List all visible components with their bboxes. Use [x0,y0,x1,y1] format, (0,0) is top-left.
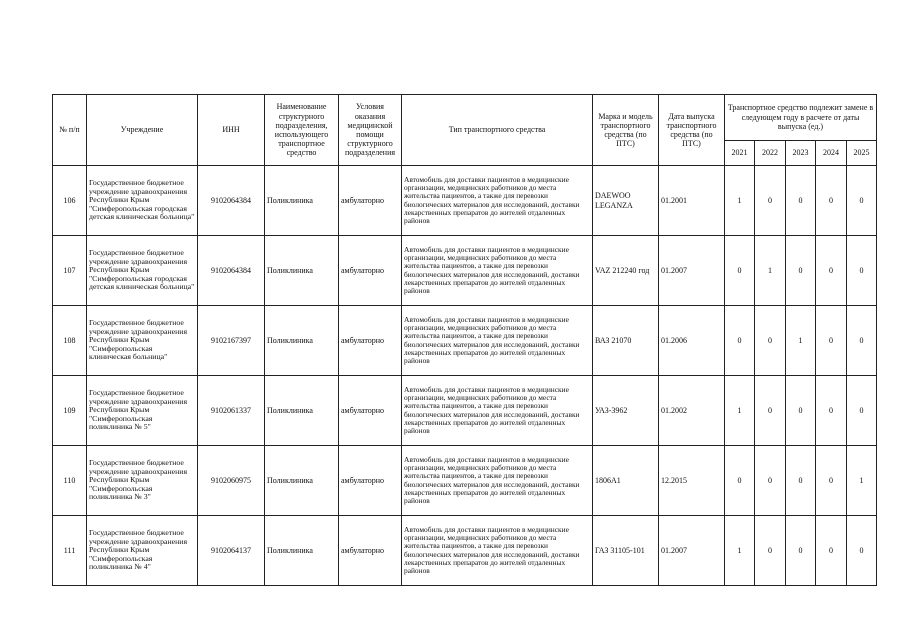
cell-year-2023: 0 [786,166,816,236]
cell-vehicle-type: Автомобиль для доставки пациентов в медицинские организации, медицинских работников до места жительства пациентов, а также для перевозки биологических материалов для исследований, доставки лекарственных препаратов до жителей отдаленных районов [402,306,593,376]
cell-brand: ВАЗ 21070 [593,306,659,376]
cell-institution: Государственное бюджетное учреждение здравоохранения Республики Крым "Симферопольская городская детская клиническая больница" [87,166,198,236]
cell-year-2024: 0 [816,166,847,236]
cell-year-2022: 0 [755,516,786,586]
cell-inn: 9102060975 [198,446,265,516]
cell-institution: Государственное бюджетное учреждение здравоохранения Республики Крым "Симферопольская поликлиника № 4" [87,516,198,586]
cell-subdivision: Поликлиника [265,306,339,376]
cell-year-2021: 0 [725,446,755,516]
cell-release-date: 12.2015 [659,446,725,516]
cell-subdivision: Поликлиника [265,516,339,586]
header-year: 2022 [755,141,786,166]
cell-year-2022: 0 [755,446,786,516]
cell-year-2025: 1 [847,446,877,516]
cell-institution: Государственное бюджетное учреждение здравоохранения Республики Крым "Симферопольская клиническая больница" [87,306,198,376]
header-year: 2023 [786,141,816,166]
cell-year-2021: 1 [725,516,755,586]
cell-subdivision: Поликлиника [265,446,339,516]
cell-year-2025: 0 [847,236,877,306]
cell-year-2024: 0 [816,516,847,586]
cell-conditions: амбулаторно [339,306,402,376]
header-institution: Учреждение [87,95,198,166]
cell-vehicle-type: Автомобиль для доставки пациентов в медицинские организации, медицинских работников до места жительства пациентов, а также для перевозки биологических материалов для исследований, доставки лекарственных препаратов до жителей отдаленных районов [402,236,593,306]
cell-year-2024: 0 [816,376,847,446]
cell-year-2023: 0 [786,446,816,516]
cell-vehicle-type: Автомобиль для доставки пациентов в медицинские организации, медицинских работников до места жительства пациентов, а также для перевозки биологических материалов для исследований, доставки лекарственных препаратов до жителей отдаленных районов [402,166,593,236]
cell-year-2021: 0 [725,236,755,306]
cell-conditions: амбулаторно [339,166,402,236]
cell-year-2022: 0 [755,376,786,446]
table-row [53,376,877,446]
table-row [53,306,877,376]
cell-num: 107 [53,236,87,306]
table-row [53,236,877,306]
cell-subdivision: Поликлиника [265,166,339,236]
cell-release-date: 01.2002 [659,376,725,446]
header-year: 2025 [847,141,877,166]
header-brand: Марка и модель транспортного средства (по ПТС) [593,95,659,166]
cell-year-2021: 1 [725,166,755,236]
cell-year-2022: 0 [755,306,786,376]
header-subdivision: Наименование структурного подразделения, использующего транспортное средство [265,95,339,166]
cell-year-2021: 1 [725,376,755,446]
table-row [53,516,877,586]
cell-conditions: амбулаторно [339,376,402,446]
header-year: 2021 [725,141,755,166]
cell-conditions: амбулаторно [339,236,402,306]
cell-year-2024: 0 [816,306,847,376]
cell-year-2024: 0 [816,236,847,306]
cell-release-date: 01.2001 [659,166,725,236]
header-inn: ИНН [198,95,265,166]
cell-release-date: 01.2007 [659,516,725,586]
cell-institution: Государственное бюджетное учреждение здравоохранения Республики Крым "Симферопольская поликлиника № 5" [87,376,198,446]
cell-num: 106 [53,166,87,236]
cell-conditions: амбулаторно [339,516,402,586]
cell-release-date: 01.2007 [659,236,725,306]
cell-inn: 9102064384 [198,236,265,306]
cell-year-2023: 0 [786,236,816,306]
header-num: № п/п [53,95,87,166]
cell-release-date: 01.2006 [659,306,725,376]
cell-brand: VAZ 212240 год [593,236,659,306]
header-conditions: Условия оказания медицинской помощи структурного подразделения [339,95,402,166]
cell-year-2025: 0 [847,516,877,586]
cell-num: 110 [53,446,87,516]
header-replacement: Транспортное средство подлежит замене в следующем году в расчете от даты выпуска (ед.) [725,95,877,141]
cell-year-2024: 0 [816,446,847,516]
cell-year-2023: 1 [786,306,816,376]
cell-num: 108 [53,306,87,376]
cell-year-2022: 1 [755,236,786,306]
cell-year-2021: 0 [725,306,755,376]
table-row [53,446,877,516]
cell-num: 109 [53,376,87,446]
cell-year-2022: 0 [755,166,786,236]
vehicle-register-table [52,94,877,586]
cell-year-2023: 0 [786,376,816,446]
cell-vehicle-type: Автомобиль для доставки пациентов в медицинские организации, медицинских работников до места жительства пациентов, а также для перевозки биологических материалов для исследований, доставки лекарственных препаратов до жителей отдаленных районов [402,446,593,516]
cell-num: 111 [53,516,87,586]
cell-brand: УАЗ-3962 [593,376,659,446]
cell-subdivision: Поликлиника [265,236,339,306]
table-body [53,166,877,586]
cell-institution: Государственное бюджетное учреждение здравоохранения Республики Крым "Симферопольская городская детская клиническая больница" [87,236,198,306]
table-header [53,95,877,166]
cell-inn: 9102061337 [198,376,265,446]
table-row [53,166,877,236]
cell-inn: 9102064384 [198,166,265,236]
cell-inn: 9102167397 [198,306,265,376]
cell-brand: DAEWOO LEGANZA [593,166,659,236]
cell-institution: Государственное бюджетное учреждение здравоохранения Республики Крым "Симферопольская поликлиника № 3" [87,446,198,516]
cell-year-2025: 0 [847,166,877,236]
header-release-date: Дата выпуска транспортного средства (по ПТС) [659,95,725,166]
header-year: 2024 [816,141,847,166]
header-vehicle-type: Тип транспортного средства [402,95,593,166]
cell-year-2025: 0 [847,376,877,446]
cell-vehicle-type: Автомобиль для доставки пациентов в медицинские организации, медицинских работников до места жительства пациентов, а также для перевозки биологических материалов для исследований, доставки лекарственных препаратов до жителей отдаленных районов [402,516,593,586]
cell-year-2025: 0 [847,306,877,376]
cell-conditions: амбулаторно [339,446,402,516]
cell-inn: 9102064137 [198,516,265,586]
cell-brand: ГАЗ 31105-101 [593,516,659,586]
cell-year-2023: 0 [786,516,816,586]
cell-subdivision: Поликлиника [265,376,339,446]
cell-brand: 1806А1 [593,446,659,516]
cell-vehicle-type: Автомобиль для доставки пациентов в медицинские организации, медицинских работников до места жительства пациентов, а также для перевозки биологических материалов для исследований, доставки лекарственных препаратов до жителей отдаленных районов [402,376,593,446]
